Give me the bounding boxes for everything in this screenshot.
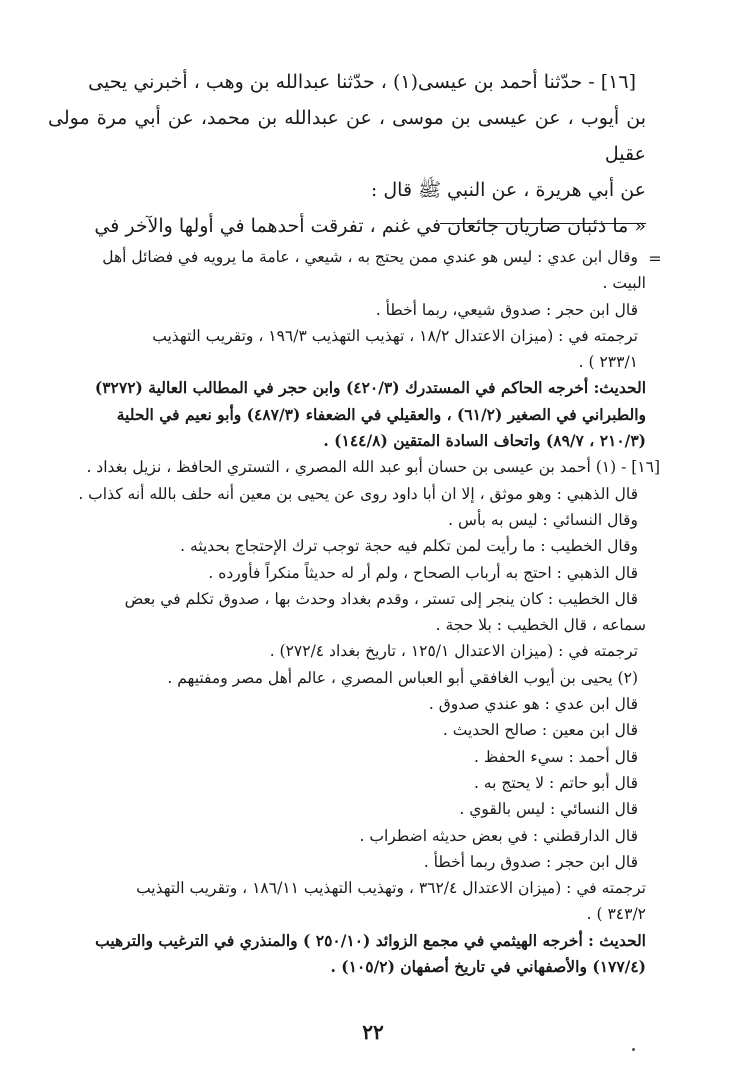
speck <box>632 1048 635 1051</box>
footnote-line: وقال ابن عدي : ليس هو عندي ممن يحتج به ، شيعي ، عامة ما يرويه في فضائل أهل <box>102 248 638 266</box>
footnote-line: قال ابن حجر : صدوق ربما أخطأ . <box>423 852 638 871</box>
footnote-line: والطبراني في الصغير (٦١/٢) ، والعقيلي في الضعفاء (٤٨٧/٣) وأبو نعيم في الحلية <box>116 404 646 424</box>
footnote-line: البيت . <box>602 274 646 293</box>
footnote-line: قال ابن معين : صالح الحديث . <box>442 721 638 740</box>
footnote-line: قال ابن حجر : صدوق شيعي، ربما أخطأ . <box>375 300 638 319</box>
footnote-line: قال أحمد : سيء الحفظ . <box>474 747 638 766</box>
footnote-line: وقال الخطيب : ما رأيت لمن تكلم فيه حجة توجب ترك الإحتجاج بحديثه . <box>180 537 638 556</box>
footnotes <box>46 244 660 980</box>
footnote-line: ترجمته في : (ميزان الاعتدال ٣٦٢/٤ ، وتهذيب التهذيب ١٨٦/١١ ، وتقريب التهذيب <box>136 879 646 898</box>
footnote-line: ٢٣٣/١ ) . <box>578 353 638 372</box>
footnote-line: (٢١٠/٣ ، ٨٩/٧) واتحاف السادة المتقين (١٤٤/٨) . <box>323 431 646 451</box>
hadith-line: [١٦] - حدّثنا أحمد بن عيسى(١) ، حدّثنا عبدالله بن وهب ، أخبرني يحيى <box>88 71 636 93</box>
hadith-line: بن أيوب ، عن عيسى بن موسى ، عن عبدالله بن محمد، عن أبي مرة مولى عقيل <box>48 107 646 165</box>
footnote-line: قال الذهبي : احتج به أرباب الصحاح ، ولم أر له حديثاً منكراً فأورده . <box>208 563 638 582</box>
footnote-line: قال ابن عدي : هو عندي صدوق . <box>428 695 638 714</box>
hadith-line: عن أبي هريرة ، عن النبي ﷺ قال : <box>370 179 646 201</box>
page-number: ٢٢ <box>362 1020 384 1044</box>
footnote-line: (١٧٧/٤) والأصفهاني في تاريخ أصفهان (١٠٥/٢) . <box>330 957 646 977</box>
footnote-line: قال الدارقطني : في بعض حديثه اضطراب . <box>359 826 638 845</box>
footnote-line: قال أبو حاتم : لا يحتج به . <box>473 773 638 792</box>
footnote-separator <box>440 223 646 224</box>
footnote-line: الحديث: أخرجه الحاكم في المستدرك (٤٢٠/٣) وابن حجر في المطالب العالية (٣٢٧٢) <box>94 378 646 398</box>
footnote-line: سماعه ، قال الخطيب : بلا حجة . <box>435 616 646 635</box>
footnote-line: ترجمته في : (ميزان الاعتدال ١٨/٢ ، تهذيب التهذيب ١٩٦/٣ ، وتقريب التهذيب <box>152 326 638 345</box>
footnote-line: الحديث : أخرجه الهيثمي في مجمع الزوائد (٢٥٠/١٠ ) والمنذري في الترغيب والترهيب <box>95 930 646 950</box>
footnote-line: ترجمته في : (ميزان الاعتدال ١٢٥/١ ، تاريخ بغداد ٢٧٢/٤) . <box>269 642 638 661</box>
hadith-text <box>48 64 646 244</box>
footnote-line: وقال النسائي : ليس به بأس . <box>448 510 638 529</box>
footnote-line: قال الخطيب : كان ينجر إلى تستر ، وقدم بغداد وحدث بها ، صدوق تكلم في بعض <box>124 589 638 608</box>
footnote-line: قال النسائي : ليس بالقوي . <box>459 800 638 819</box>
hadith-line: « ما ذئبان ضاريان جائعان في غنم ، تفرقت أحدهما في أولها والآخر في <box>94 215 646 237</box>
continuation-mark: = <box>648 249 662 268</box>
footnote-line: قال الذهبي : وهو موثق ، إلا ان أبا داود روى عن يحيى بن معين أنه حلف بالله أنه كذاب . <box>78 484 638 503</box>
footnote-line: [١٦] - (١) أحمد بن عيسى بن حسان أبو عبد الله المصري ، التستري الحافظ ، نزيل بغداد . <box>86 458 660 477</box>
footnote-line: ٣٤٣/٢ ) . <box>586 905 646 924</box>
footnote-line: (٢) يحيى بن أيوب الغافقي أبو العباس المصري ، عالم أهل مصر ومفتيهم . <box>167 668 638 687</box>
